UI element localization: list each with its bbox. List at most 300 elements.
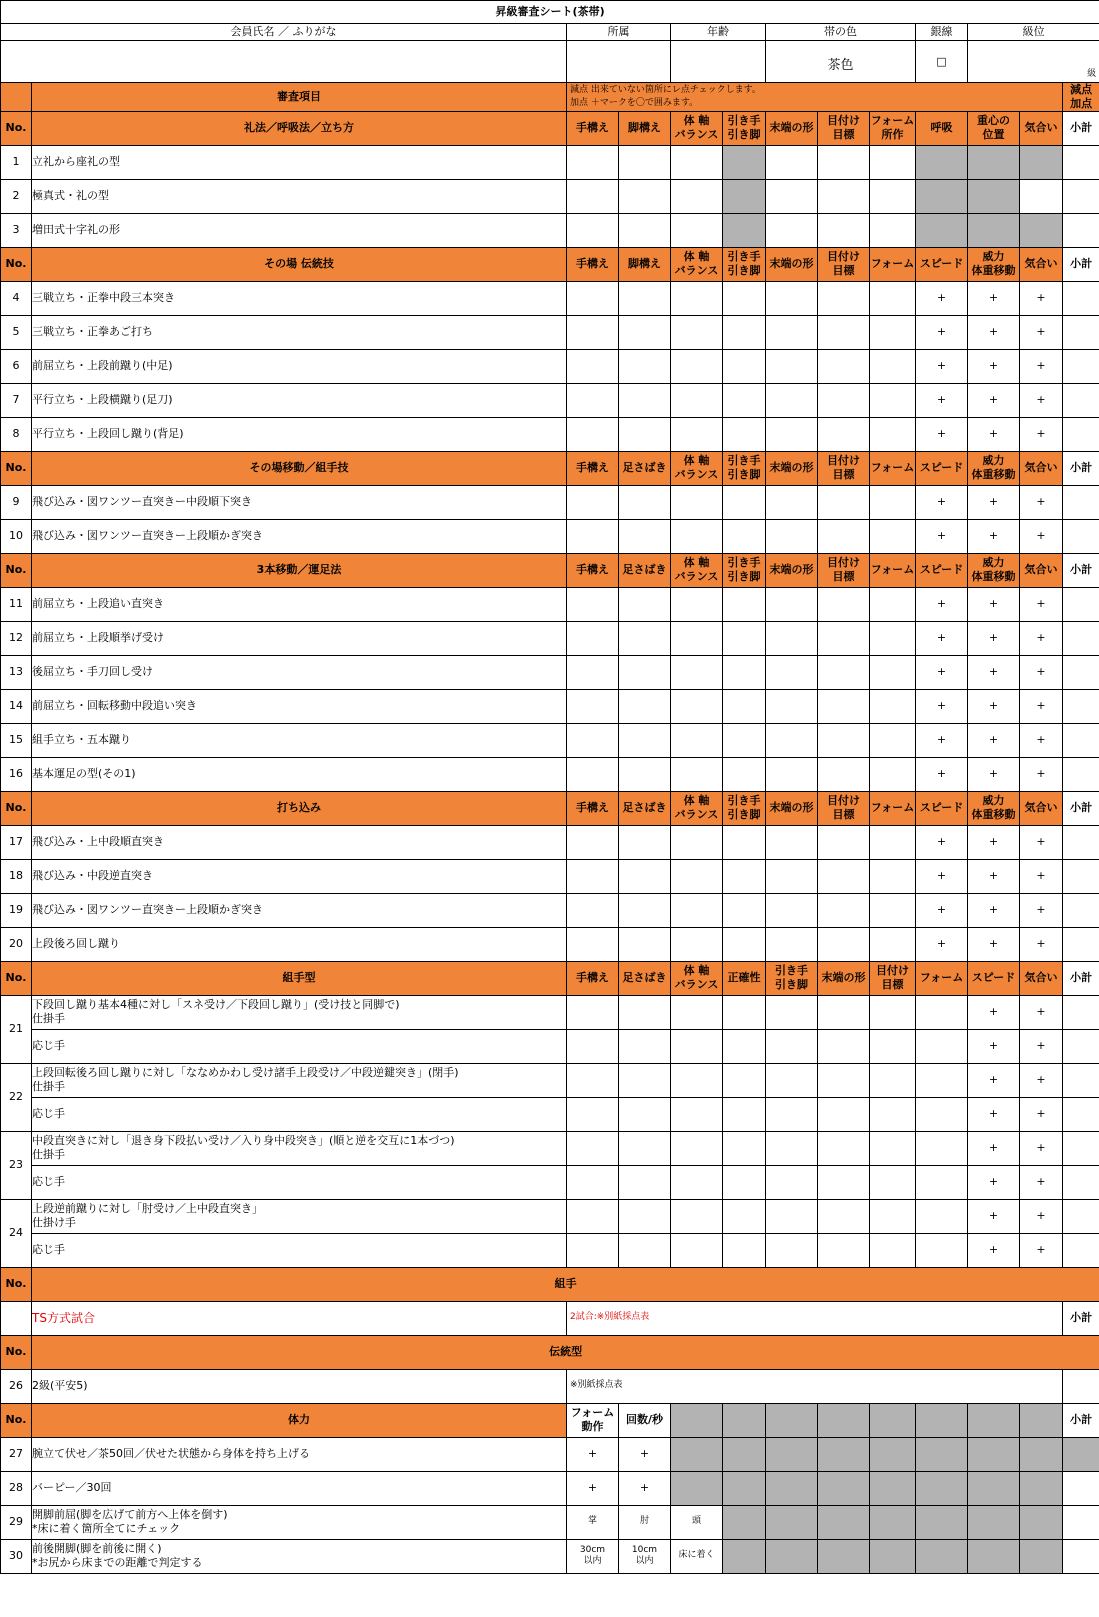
check-cell[interactable] [671,893,723,927]
rank-field[interactable] [968,41,1099,83]
check-cell[interactable] [870,315,916,349]
check-cell[interactable] [818,179,870,213]
check-cell[interactable] [671,213,723,247]
check-cell[interactable] [619,519,671,553]
bonus-mark[interactable]: + [968,281,1020,315]
check-cell[interactable] [567,383,619,417]
bonus-mark[interactable]: + [1020,689,1063,723]
check-cell[interactable] [671,1063,723,1097]
bonus-mark[interactable]: + [916,383,968,417]
check-cell[interactable] [671,859,723,893]
check-cell[interactable] [766,927,818,961]
check-cell[interactable] [619,281,671,315]
subtotal-cell[interactable] [1063,1097,1099,1131]
check-cell[interactable] [870,621,916,655]
bonus-mark[interactable]: + [916,689,968,723]
bonus-mark[interactable]: + [916,859,968,893]
check-cell[interactable] [766,1165,818,1199]
check-cell[interactable] [619,621,671,655]
check-cell[interactable] [567,893,619,927]
subtotal-cell[interactable] [1063,1369,1099,1403]
check-cell[interactable] [671,723,723,757]
check-cell[interactable] [766,859,818,893]
bonus-mark[interactable]: + [1020,621,1063,655]
check-cell[interactable] [766,655,818,689]
bonus-mark[interactable]: + [1020,383,1063,417]
check-cell[interactable] [619,1199,671,1233]
age-field[interactable] [671,41,766,83]
check-cell[interactable] [818,859,870,893]
subtotal-cell[interactable] [1063,383,1099,417]
check-cell[interactable] [567,1131,619,1165]
subtotal-cell[interactable] [1063,1165,1099,1199]
check-cell[interactable] [766,893,818,927]
check-cell[interactable] [567,145,619,179]
check-cell[interactable] [567,281,619,315]
check-cell[interactable] [766,757,818,791]
check-cell[interactable] [870,757,916,791]
check-cell[interactable] [723,689,766,723]
check-cell[interactable] [870,689,916,723]
bonus-mark[interactable]: + [916,723,968,757]
subtotal-cell[interactable] [1063,417,1099,451]
affiliation-field[interactable] [567,41,671,83]
check-cell[interactable] [870,1029,916,1063]
check-cell[interactable] [870,213,916,247]
bonus-mark[interactable]: + [1020,757,1063,791]
bonus-mark[interactable]: + [968,1097,1020,1131]
subtotal-cell[interactable] [1063,281,1099,315]
check-cell[interactable] [766,349,818,383]
check-cell[interactable] [671,1029,723,1063]
check-cell[interactable] [818,145,870,179]
check-cell[interactable] [567,519,619,553]
check-cell[interactable] [870,927,916,961]
check-cell[interactable] [870,723,916,757]
check-cell[interactable] [766,281,818,315]
check-cell[interactable] [671,383,723,417]
check-cell[interactable] [870,893,916,927]
check-cell[interactable] [766,383,818,417]
check-cell[interactable] [818,213,870,247]
check-cell[interactable] [870,349,916,383]
check-cell[interactable] [567,587,619,621]
bonus-mark[interactable]: + [619,1437,671,1471]
subtotal-cell[interactable] [1063,859,1099,893]
check-cell[interactable] [619,485,671,519]
check-cell[interactable] [567,1029,619,1063]
subtotal-cell[interactable] [1063,349,1099,383]
bonus-mark[interactable]: + [968,859,1020,893]
check-cell[interactable] [671,995,723,1029]
bonus-mark[interactable]: + [968,417,1020,451]
check-cell[interactable] [619,417,671,451]
bonus-mark[interactable]: + [916,485,968,519]
check-cell[interactable] [619,1233,671,1267]
bonus-mark[interactable]: + [1020,519,1063,553]
check-cell[interactable] [870,1131,916,1165]
check-cell[interactable] [818,825,870,859]
check-cell[interactable] [723,757,766,791]
bonus-mark[interactable]: + [968,1233,1020,1267]
subtotal-cell[interactable] [1063,1505,1099,1539]
check-cell[interactable] [870,485,916,519]
flex-check-cell[interactable] [671,1539,723,1573]
check-cell[interactable] [723,349,766,383]
check-cell[interactable] [916,1097,968,1131]
check-cell[interactable] [723,1097,766,1131]
check-cell[interactable] [671,587,723,621]
bonus-mark[interactable]: + [1020,825,1063,859]
check-cell[interactable] [619,587,671,621]
bonus-mark[interactable]: + [968,1029,1020,1063]
check-cell[interactable] [766,1097,818,1131]
silver-line-checkbox[interactable]: □ [916,41,968,83]
subtotal-cell[interactable] [1063,1233,1099,1267]
check-cell[interactable] [766,519,818,553]
check-cell[interactable] [671,1199,723,1233]
bonus-mark[interactable]: + [1020,655,1063,689]
check-cell[interactable] [671,417,723,451]
member-name-field[interactable] [1,41,567,83]
bonus-mark[interactable]: + [1020,995,1063,1029]
check-cell[interactable] [671,349,723,383]
check-cell[interactable] [766,1131,818,1165]
check-cell[interactable] [567,485,619,519]
bonus-mark[interactable]: + [1020,1097,1063,1131]
bonus-mark[interactable]: + [1020,281,1063,315]
check-cell[interactable] [870,1199,916,1233]
subtotal-cell[interactable] [1063,995,1099,1029]
bonus-mark[interactable]: + [968,519,1020,553]
check-cell[interactable] [567,213,619,247]
check-cell[interactable] [619,383,671,417]
check-cell[interactable] [671,927,723,961]
subtotal-cell[interactable] [1063,723,1099,757]
flex-check-cell[interactable] [619,1539,671,1573]
check-cell[interactable] [567,1165,619,1199]
bonus-mark[interactable]: + [1020,723,1063,757]
check-cell[interactable] [619,1097,671,1131]
check-cell[interactable] [671,1233,723,1267]
check-cell[interactable] [818,383,870,417]
check-cell[interactable] [870,179,916,213]
subtotal-cell[interactable] [1063,757,1099,791]
bonus-mark[interactable]: + [968,1165,1020,1199]
bonus-mark[interactable]: + [968,315,1020,349]
subtotal-cell[interactable] [1063,689,1099,723]
check-cell[interactable] [870,1097,916,1131]
check-cell[interactable] [818,757,870,791]
bonus-mark[interactable]: + [567,1437,619,1471]
check-cell[interactable] [619,655,671,689]
check-cell[interactable] [1020,179,1063,213]
check-cell[interactable] [766,213,818,247]
check-cell[interactable] [671,757,723,791]
check-cell[interactable] [870,281,916,315]
bonus-mark[interactable]: + [1020,1233,1063,1267]
check-cell[interactable] [766,417,818,451]
check-cell[interactable] [567,417,619,451]
check-cell[interactable] [818,1199,870,1233]
bonus-mark[interactable]: + [1020,349,1063,383]
subtotal-cell[interactable] [1063,1199,1099,1233]
check-cell[interactable] [916,1165,968,1199]
check-cell[interactable] [619,315,671,349]
bonus-mark[interactable]: + [968,995,1020,1029]
check-cell[interactable] [870,1063,916,1097]
check-cell[interactable] [818,1063,870,1097]
check-cell[interactable] [671,655,723,689]
subtotal-cell[interactable] [1063,213,1099,247]
check-cell[interactable] [766,1233,818,1267]
check-cell[interactable] [766,485,818,519]
check-cell[interactable] [723,1029,766,1063]
check-cell[interactable] [567,995,619,1029]
check-cell[interactable] [766,1199,818,1233]
check-cell[interactable] [723,1165,766,1199]
check-cell[interactable] [723,825,766,859]
check-cell[interactable] [619,1165,671,1199]
check-cell[interactable] [671,1165,723,1199]
check-cell[interactable] [766,723,818,757]
bonus-mark[interactable]: + [1020,315,1063,349]
check-cell[interactable] [870,587,916,621]
check-cell[interactable] [671,281,723,315]
check-cell[interactable] [818,485,870,519]
bonus-mark[interactable]: + [916,927,968,961]
bonus-mark[interactable]: + [916,621,968,655]
bonus-mark[interactable]: + [968,825,1020,859]
bonus-mark[interactable]: + [1020,859,1063,893]
bonus-mark[interactable]: + [916,315,968,349]
check-cell[interactable] [567,1097,619,1131]
check-cell[interactable] [870,655,916,689]
check-cell[interactable] [619,859,671,893]
check-cell[interactable] [818,1097,870,1131]
check-cell[interactable] [619,179,671,213]
check-cell[interactable] [818,587,870,621]
check-cell[interactable] [567,621,619,655]
check-cell[interactable] [723,1131,766,1165]
bonus-mark[interactable]: + [1020,1165,1063,1199]
check-cell[interactable] [567,179,619,213]
check-cell[interactable] [671,519,723,553]
check-cell[interactable] [870,995,916,1029]
bonus-mark[interactable]: + [1020,1063,1063,1097]
check-cell[interactable] [567,1233,619,1267]
bonus-mark[interactable]: + [968,1131,1020,1165]
check-cell[interactable] [619,825,671,859]
check-cell[interactable] [619,995,671,1029]
subtotal-cell[interactable] [1063,519,1099,553]
check-cell[interactable] [671,621,723,655]
check-cell[interactable] [671,179,723,213]
check-cell[interactable] [818,621,870,655]
subtotal-cell[interactable] [1063,655,1099,689]
check-cell[interactable] [818,315,870,349]
check-cell[interactable] [818,519,870,553]
check-cell[interactable] [567,859,619,893]
check-cell[interactable] [671,1097,723,1131]
bonus-mark[interactable]: + [968,723,1020,757]
check-cell[interactable] [723,655,766,689]
check-cell[interactable] [671,145,723,179]
check-cell[interactable] [818,1029,870,1063]
bonus-mark[interactable]: + [1020,1131,1063,1165]
check-cell[interactable] [723,723,766,757]
check-cell[interactable] [870,1233,916,1267]
check-cell[interactable] [619,145,671,179]
bonus-mark[interactable]: + [916,417,968,451]
check-cell[interactable] [671,1131,723,1165]
check-cell[interactable] [723,1199,766,1233]
check-cell[interactable] [671,825,723,859]
check-cell[interactable] [723,281,766,315]
bonus-mark[interactable]: + [1020,1029,1063,1063]
subtotal-cell[interactable] [1063,1131,1099,1165]
check-cell[interactable] [766,587,818,621]
check-cell[interactable] [567,1199,619,1233]
check-cell[interactable] [818,1131,870,1165]
bonus-mark[interactable]: + [619,1471,671,1505]
subtotal-cell[interactable] [1063,587,1099,621]
check-cell[interactable] [723,383,766,417]
check-cell[interactable] [916,995,968,1029]
check-cell[interactable] [723,621,766,655]
flex-check-cell[interactable] [567,1505,619,1539]
check-cell[interactable] [671,689,723,723]
check-cell[interactable] [619,689,671,723]
bonus-mark[interactable]: + [968,349,1020,383]
check-cell[interactable] [567,723,619,757]
bonus-mark[interactable]: + [1020,587,1063,621]
bonus-mark[interactable]: + [916,655,968,689]
check-cell[interactable] [567,689,619,723]
bonus-mark[interactable]: + [968,383,1020,417]
bonus-mark[interactable]: + [968,655,1020,689]
check-cell[interactable] [766,1063,818,1097]
check-cell[interactable] [818,689,870,723]
bonus-mark[interactable]: + [1020,893,1063,927]
check-cell[interactable] [818,655,870,689]
check-cell[interactable] [818,893,870,927]
subtotal-cell[interactable] [1063,927,1099,961]
bonus-mark[interactable]: + [1020,485,1063,519]
check-cell[interactable] [818,281,870,315]
bonus-mark[interactable]: + [968,621,1020,655]
check-cell[interactable] [766,825,818,859]
check-cell[interactable] [818,1165,870,1199]
bonus-mark[interactable]: + [968,757,1020,791]
subtotal-cell[interactable] [1063,621,1099,655]
check-cell[interactable] [723,417,766,451]
bonus-mark[interactable]: + [567,1471,619,1505]
check-cell[interactable] [818,927,870,961]
check-cell[interactable] [619,1131,671,1165]
check-cell[interactable] [766,621,818,655]
check-cell[interactable] [619,1029,671,1063]
check-cell[interactable] [916,1199,968,1233]
check-cell[interactable] [619,213,671,247]
check-cell[interactable] [567,757,619,791]
check-cell[interactable] [671,315,723,349]
bonus-mark[interactable]: + [1020,417,1063,451]
subtotal-cell[interactable] [1063,825,1099,859]
subtotal-cell[interactable] [1063,893,1099,927]
check-cell[interactable] [818,349,870,383]
check-cell[interactable] [766,995,818,1029]
check-cell[interactable] [619,927,671,961]
check-cell[interactable] [567,349,619,383]
bonus-mark[interactable]: + [916,281,968,315]
bonus-mark[interactable]: + [968,689,1020,723]
bonus-mark[interactable]: + [916,757,968,791]
check-cell[interactable] [818,995,870,1029]
subtotal-cell[interactable] [1063,315,1099,349]
check-cell[interactable] [723,587,766,621]
check-cell[interactable] [870,417,916,451]
check-cell[interactable] [818,417,870,451]
check-cell[interactable] [766,179,818,213]
check-cell[interactable] [723,859,766,893]
check-cell[interactable] [619,757,671,791]
check-cell[interactable] [870,1165,916,1199]
check-cell[interactable] [723,1233,766,1267]
check-cell[interactable] [818,1233,870,1267]
check-cell[interactable] [766,1029,818,1063]
check-cell[interactable] [619,893,671,927]
bonus-mark[interactable]: + [968,927,1020,961]
bonus-mark[interactable]: + [916,825,968,859]
check-cell[interactable] [619,349,671,383]
check-cell[interactable] [916,1029,968,1063]
subtotal-cell[interactable] [1063,1471,1099,1505]
bonus-mark[interactable]: + [916,519,968,553]
check-cell[interactable] [723,1063,766,1097]
bonus-mark[interactable]: + [916,349,968,383]
bonus-mark[interactable]: + [968,485,1020,519]
bonus-mark[interactable]: + [1020,927,1063,961]
check-cell[interactable] [766,689,818,723]
check-cell[interactable] [567,315,619,349]
bonus-mark[interactable]: + [968,893,1020,927]
bonus-mark[interactable]: + [1020,1199,1063,1233]
check-cell[interactable] [818,723,870,757]
bonus-mark[interactable]: + [916,587,968,621]
check-cell[interactable] [916,1131,968,1165]
check-cell[interactable] [723,519,766,553]
check-cell[interactable] [916,1233,968,1267]
check-cell[interactable] [723,485,766,519]
subtotal-cell[interactable] [1063,1539,1099,1573]
check-cell[interactable] [619,723,671,757]
flex-check-cell[interactable] [619,1505,671,1539]
check-cell[interactable] [723,893,766,927]
check-cell[interactable] [567,1063,619,1097]
check-cell[interactable] [870,825,916,859]
check-cell[interactable] [870,383,916,417]
check-cell[interactable] [723,995,766,1029]
subtotal-cell[interactable] [1063,145,1099,179]
check-cell[interactable] [567,927,619,961]
bonus-mark[interactable]: + [968,1199,1020,1233]
check-cell[interactable] [723,927,766,961]
subtotal-cell[interactable] [1063,1063,1099,1097]
bonus-mark[interactable]: + [968,587,1020,621]
check-cell[interactable] [870,859,916,893]
check-cell[interactable] [567,655,619,689]
